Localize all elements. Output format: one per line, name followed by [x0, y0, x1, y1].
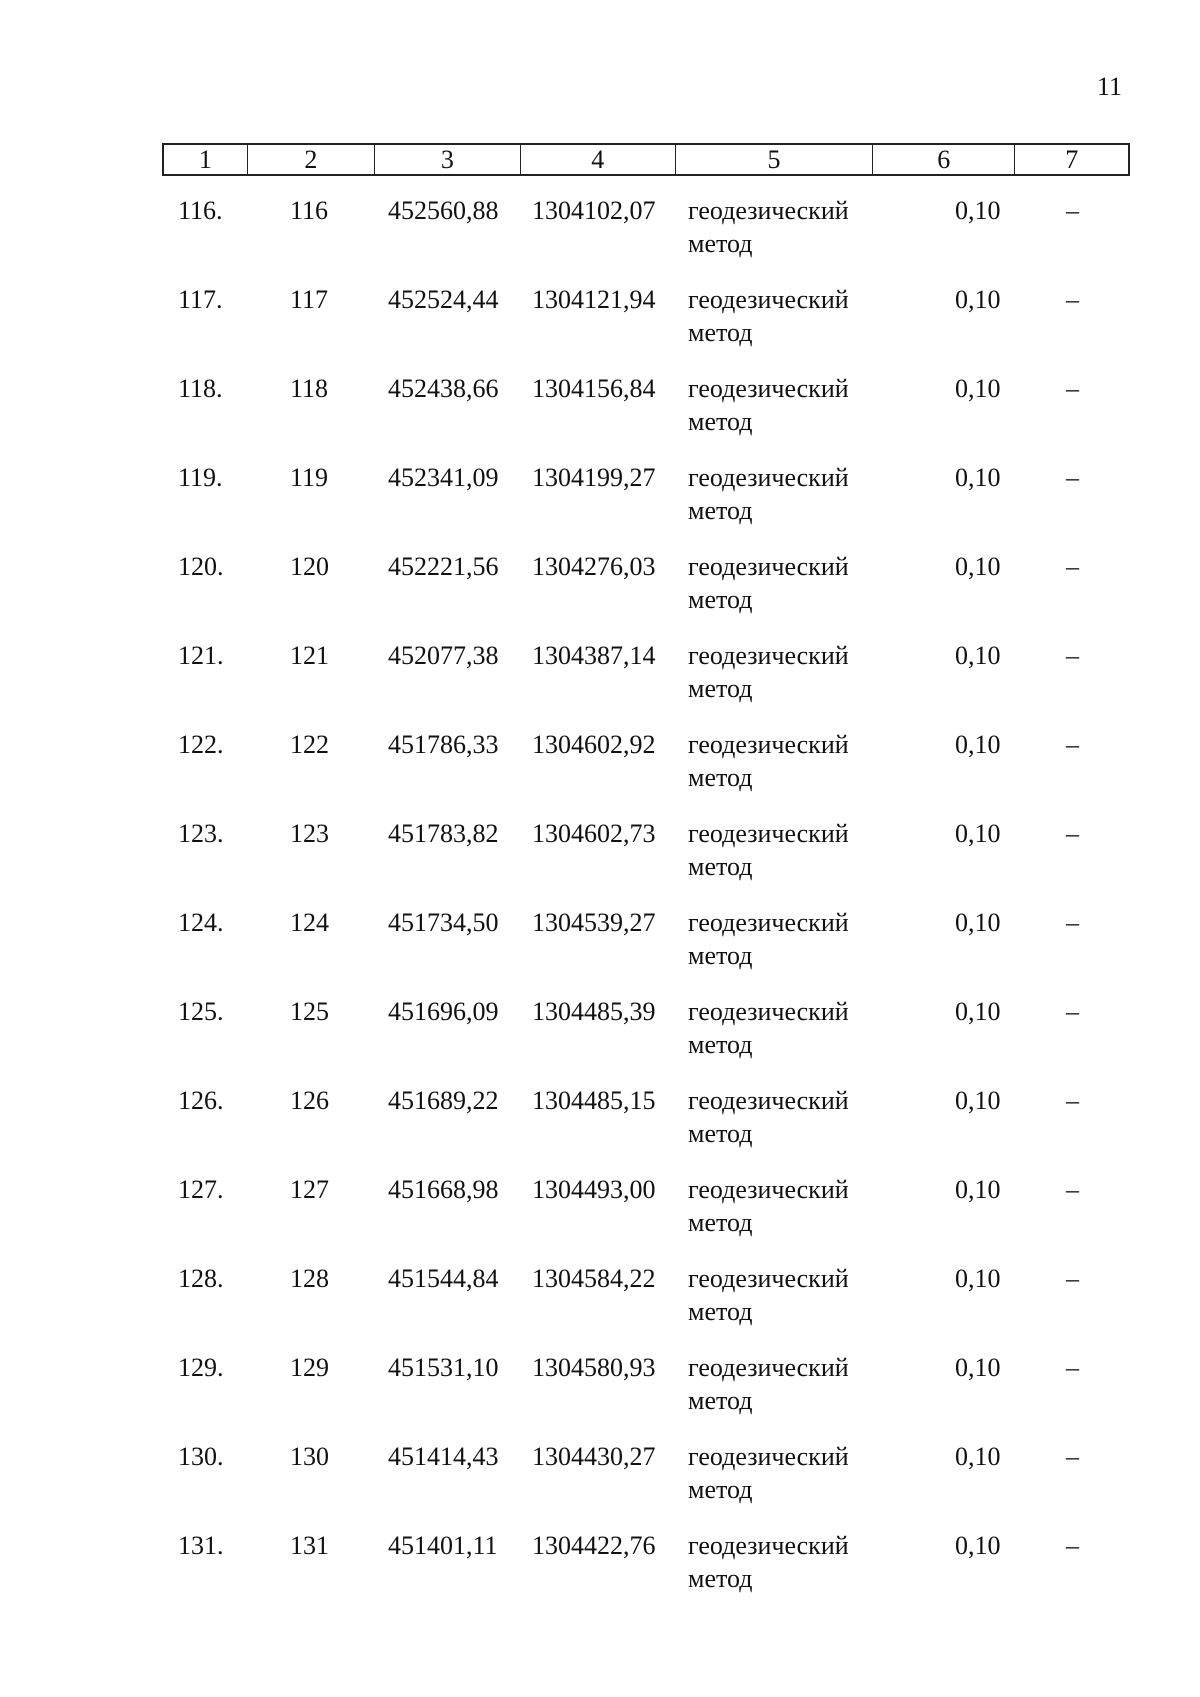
coordinate-x: 452077,38 [388, 641, 499, 670]
accuracy-value: 0,10 [955, 552, 1001, 581]
row-number: 122. [178, 730, 224, 759]
coordinate-x: 452221,56 [388, 552, 499, 581]
coordinate-x: 451668,98 [388, 1175, 499, 1204]
coordinate-y: 1304602,73 [532, 819, 656, 848]
header-col-7: 7 [1065, 144, 1079, 174]
table-row [0, 818, 1200, 907]
accuracy-value: 0,10 [955, 1353, 1001, 1382]
accuracy-value: 0,10 [955, 1175, 1001, 1204]
header-col-2: 2 [248, 145, 375, 174]
coordinate-x: 451531,10 [388, 1353, 499, 1382]
accuracy-value: 0,10 [955, 374, 1001, 403]
point-number: 116 [290, 196, 329, 225]
accuracy-value: 0,10 [955, 1442, 1001, 1471]
method-line-1: геодезический [688, 374, 849, 403]
table-row [0, 1441, 1200, 1530]
method-line-1: геодезический [688, 997, 849, 1026]
point-number: 119 [290, 463, 329, 492]
coordinate-x: 452524,44 [388, 285, 499, 314]
row-number: 125. [178, 997, 224, 1026]
row-number: 124. [178, 908, 224, 937]
note-dash: – [1066, 1353, 1079, 1382]
note-dash: – [1066, 552, 1079, 581]
row-number: 129. [178, 1353, 224, 1382]
header-col-5: 5 [676, 145, 873, 174]
point-number: 125 [290, 997, 329, 1026]
coordinate-y: 1304422,76 [532, 1531, 656, 1560]
method-line-2: метод [688, 496, 753, 525]
note-dash: – [1066, 1442, 1079, 1471]
table-row [0, 1085, 1200, 1174]
method-line-2: метод [688, 763, 753, 792]
point-number: 123 [290, 819, 329, 848]
point-number: 120 [290, 552, 329, 581]
row-number: 126. [178, 1086, 224, 1115]
coordinate-x: 451401,11 [388, 1531, 498, 1560]
coordinate-x: 451689,22 [388, 1086, 499, 1115]
method-line-1: геодезический [688, 552, 849, 581]
table-row [0, 551, 1200, 640]
method-line-1: геодезический [688, 1175, 849, 1204]
coordinate-x: 452560,88 [388, 196, 499, 225]
note-dash: – [1066, 463, 1079, 492]
accuracy-value: 0,10 [955, 463, 1001, 492]
note-dash: – [1066, 908, 1079, 937]
method-line-1: геодезический [688, 819, 849, 848]
note-dash: – [1066, 641, 1079, 670]
point-number: 131 [290, 1531, 329, 1560]
method-line-1: геодезический [688, 196, 849, 225]
note-dash: – [1066, 819, 1079, 848]
table-row [0, 640, 1200, 729]
note-dash: – [1066, 997, 1079, 1026]
row-number: 116. [178, 196, 223, 225]
coordinate-y: 1304430,27 [532, 1442, 656, 1471]
method-line-2: метод [688, 1475, 753, 1504]
method-line-2: метод [688, 318, 753, 347]
note-dash: – [1066, 196, 1079, 225]
point-number: 128 [290, 1264, 329, 1293]
accuracy-value: 0,10 [955, 1264, 1001, 1293]
row-number: 118. [178, 374, 223, 403]
coordinate-y: 1304584,22 [532, 1264, 656, 1293]
coordinate-x: 452438,66 [388, 374, 499, 403]
coordinate-y: 1304485,39 [532, 997, 656, 1026]
method-line-2: метод [688, 585, 753, 614]
coordinate-y: 1304199,27 [532, 463, 656, 492]
method-line-1: геодезический [688, 908, 849, 937]
note-dash: – [1066, 1531, 1079, 1560]
table-row [0, 1174, 1200, 1263]
coordinate-y: 1304276,03 [532, 552, 656, 581]
accuracy-value: 0,10 [955, 908, 1001, 937]
table-row [0, 1352, 1200, 1441]
method-line-2: метод [688, 1297, 753, 1326]
method-line-1: геодезический [688, 1353, 849, 1382]
coordinate-x: 451696,09 [388, 997, 499, 1026]
method-line-1: геодезический [688, 730, 849, 759]
table-header [162, 143, 1130, 176]
method-line-2: метод [688, 1208, 753, 1237]
table-row [0, 1530, 1200, 1619]
note-dash: – [1066, 1086, 1079, 1115]
method-line-2: метод [688, 229, 753, 258]
coordinate-x: 451414,43 [388, 1442, 499, 1471]
point-number: 124 [290, 908, 329, 937]
point-number: 122 [290, 730, 329, 759]
method-line-1: геодезический [688, 463, 849, 492]
method-line-1: геодезический [688, 641, 849, 670]
method-line-2: метод [688, 674, 753, 703]
accuracy-value: 0,10 [955, 1086, 1001, 1115]
accuracy-value: 0,10 [955, 196, 1001, 225]
method-line-2: метод [688, 407, 753, 436]
row-number: 128. [178, 1264, 224, 1293]
point-number: 121 [290, 641, 329, 670]
coordinate-y: 1304102,07 [532, 196, 656, 225]
coordinate-y: 1304580,93 [532, 1353, 656, 1382]
method-line-2: метод [688, 1119, 753, 1148]
method-line-2: метод [688, 1030, 753, 1059]
row-number: 123. [178, 819, 224, 848]
coordinate-y: 1304602,92 [532, 730, 656, 759]
coordinate-table-body [0, 195, 1200, 1619]
point-number: 126 [290, 1086, 329, 1115]
method-line-2: метод [688, 941, 753, 970]
accuracy-value: 0,10 [955, 1531, 1001, 1560]
header-col-3: 3 [375, 145, 520, 174]
method-line-1: геодезический [688, 285, 849, 314]
row-number: 131. [178, 1531, 224, 1560]
table-row [0, 1263, 1200, 1352]
method-line-1: геодезический [688, 1086, 849, 1115]
point-number: 127 [290, 1175, 329, 1204]
note-dash: – [1066, 1175, 1079, 1204]
point-number: 129 [290, 1353, 329, 1382]
accuracy-value: 0,10 [955, 819, 1001, 848]
coordinate-y: 1304485,15 [532, 1086, 656, 1115]
coordinate-y: 1304156,84 [532, 374, 656, 403]
accuracy-value: 0,10 [955, 730, 1001, 759]
coordinate-x: 451786,33 [388, 730, 499, 759]
coordinate-y: 1304387,14 [532, 641, 656, 670]
method-line-2: метод [688, 1386, 753, 1415]
coordinate-x: 451734,50 [388, 908, 499, 937]
coordinate-x: 452341,09 [388, 463, 499, 492]
coordinate-x: 451544,84 [388, 1264, 499, 1293]
row-number: 127. [178, 1175, 224, 1204]
coordinate-y: 1304493,00 [532, 1175, 656, 1204]
row-number: 119. [178, 463, 223, 492]
header-col-1: 1 [164, 145, 248, 174]
method-line-1: геодезический [688, 1442, 849, 1471]
page-number: 11 [1096, 72, 1122, 101]
table-row [0, 729, 1200, 818]
note-dash: – [1066, 1264, 1079, 1293]
method-line-1: геодезический [688, 1264, 849, 1293]
table-row [0, 907, 1200, 996]
table-row [0, 996, 1200, 1085]
table-row [0, 195, 1200, 284]
note-dash: – [1066, 285, 1079, 314]
table-row [0, 284, 1200, 373]
table-row [0, 462, 1200, 551]
note-dash: – [1066, 730, 1079, 759]
coordinate-x: 451783,82 [388, 819, 499, 848]
point-number: 130 [290, 1442, 329, 1471]
point-number: 118 [290, 374, 329, 403]
row-number: 130. [178, 1442, 224, 1471]
accuracy-value: 0,10 [955, 641, 1001, 670]
header-col-4: 4 [521, 145, 676, 174]
coordinate-y: 1304121,94 [532, 285, 656, 314]
accuracy-value: 0,10 [955, 997, 1001, 1026]
coordinate-y: 1304539,27 [532, 908, 656, 937]
method-line-2: метод [688, 1564, 753, 1593]
point-number: 117 [290, 285, 329, 314]
method-line-2: метод [688, 852, 753, 881]
table-row [0, 373, 1200, 462]
note-dash: – [1066, 374, 1079, 403]
accuracy-value: 0,10 [955, 285, 1001, 314]
row-number: 117. [178, 285, 223, 314]
row-number: 120. [178, 552, 224, 581]
row-number: 121. [178, 641, 224, 670]
method-line-1: геодезический [688, 1531, 849, 1560]
header-col-6: 6 [873, 145, 1015, 174]
